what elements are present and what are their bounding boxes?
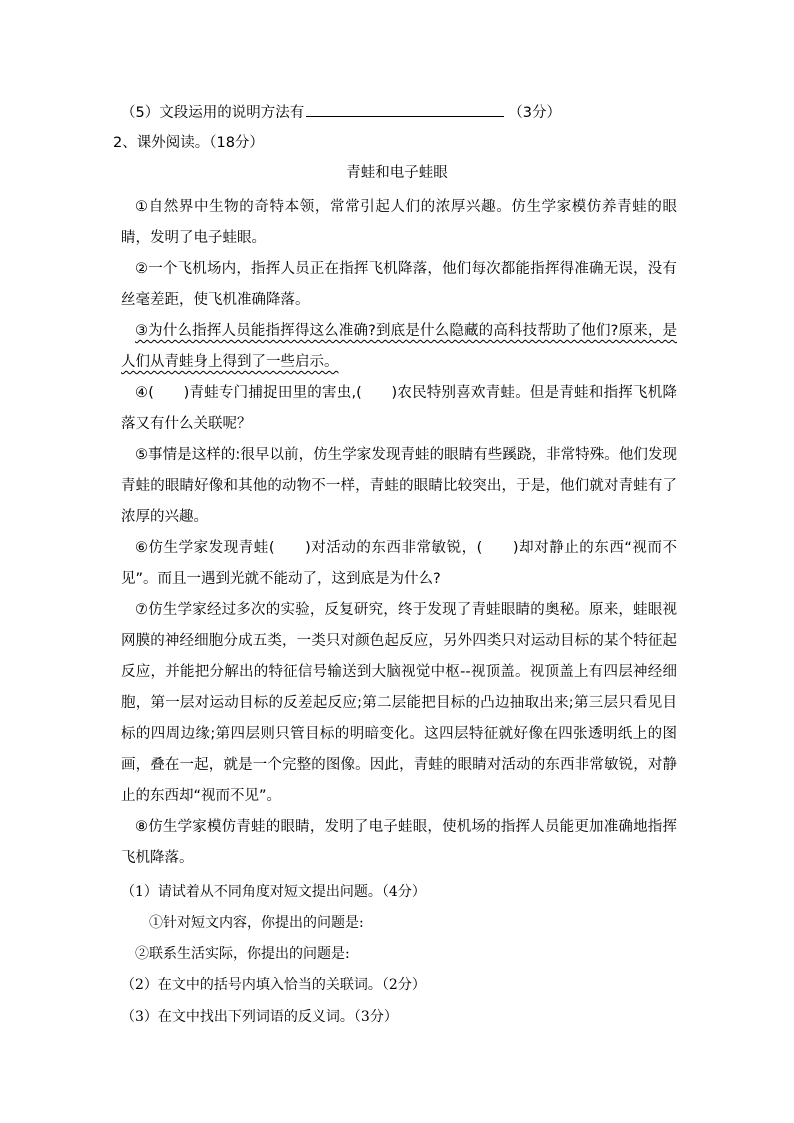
passage-title: 青蛙和电子蛙眼 <box>346 165 448 181</box>
paragraph-5: ⑤事情是这样的:很早以前，仿生学家发现青蛙的眼睛有些蹊跷，非常特殊。他们发现青蛙的眼睛好像和其他的动物不一样，青蛙的眼睛比较突出，于是，他们就对青蛙有了浓厚的兴趣。 <box>121 447 677 525</box>
paragraph-8: ⑧仿生学家模仿青蛙的眼睛，发明了电子蛙眼，使机场的指挥人员能更加准确地指挥飞机降落。 <box>121 819 677 866</box>
question-5-score: （3分） <box>508 105 561 121</box>
paragraph-7: ⑦仿生学家经过多次的实验，反复研究，终于发现了青蛙眼睛的奥秘。原来，蛙眼视网膜的神经细胞分成五类，一类只对颜色起反应，另外四类只对运动目标的某个特征起反应，并能把分解出的特征信号输送到大脑视觉中枢--视顶盖。视顶盖上有四层神经细胞，第一层对运动目标的反差起反应;第二层能把目标的凸边抽取出来;第三层只看见目标的四周边缘;第四层则只管目标的明暗变化。这四层特征就好像在四张透明纸上的图画，叠在一起，就是一个完整的图像。因此，青蛙的眼睛对活动的东西非常敏锐，对静止的东西却“视而不见”。 <box>121 602 677 804</box>
section-heading: 2、课外阅读。（18分） <box>113 135 264 151</box>
question-1b: ②联系生活实际，你提出的问题是: <box>135 946 350 962</box>
paragraph-4: ④( )青蛙专门捕捉田里的害虫,( )农民特别喜欢青蛙。但是青蛙和指挥飞机降落又有什么关联呢？ <box>121 385 677 432</box>
answer-blank[interactable] <box>306 102 504 117</box>
paragraph-2: ②一个飞机场内，指挥人员正在指挥飞机降落，他们每次都能指挥得准确无误，没有丝毫差距，使飞机准确降落。 <box>121 261 677 308</box>
question-1a: ①针对短文内容，你提出的问题是: <box>149 915 364 931</box>
paragraph-6: ⑥仿生学家发现青蛙( )对活动的东西非常敏锐，( )却对静止的东西“视而不见”。而且一遇到光就不能动了，这到底是为什么? <box>121 540 677 587</box>
question-5-text: （5）文段运用的说明方法有 <box>121 105 305 121</box>
paragraph-1: ①自然界中生物的奇特本领，常常引起人们的浓厚兴趣。仿生学家模仿养青蛙的眼睛，发明了电子蛙眼。 <box>121 199 677 246</box>
question-2: （2）在文中的括号内填入恰当的关联词。（2分） <box>121 977 426 993</box>
question-3: （3）在文中找出下列词语的反义词。（3分） <box>121 1009 398 1025</box>
paragraph-3: ③为什么指挥人员能指挥得这么准确?到底是什么隐藏的高科技帮助了他们?原来，是人们从青蛙身上得到了一些启示。 <box>121 323 677 370</box>
question-1: （1）请试着从不同角度对短文提出问题。（4分） <box>121 884 426 900</box>
question-5 <box>121 102 561 123</box>
